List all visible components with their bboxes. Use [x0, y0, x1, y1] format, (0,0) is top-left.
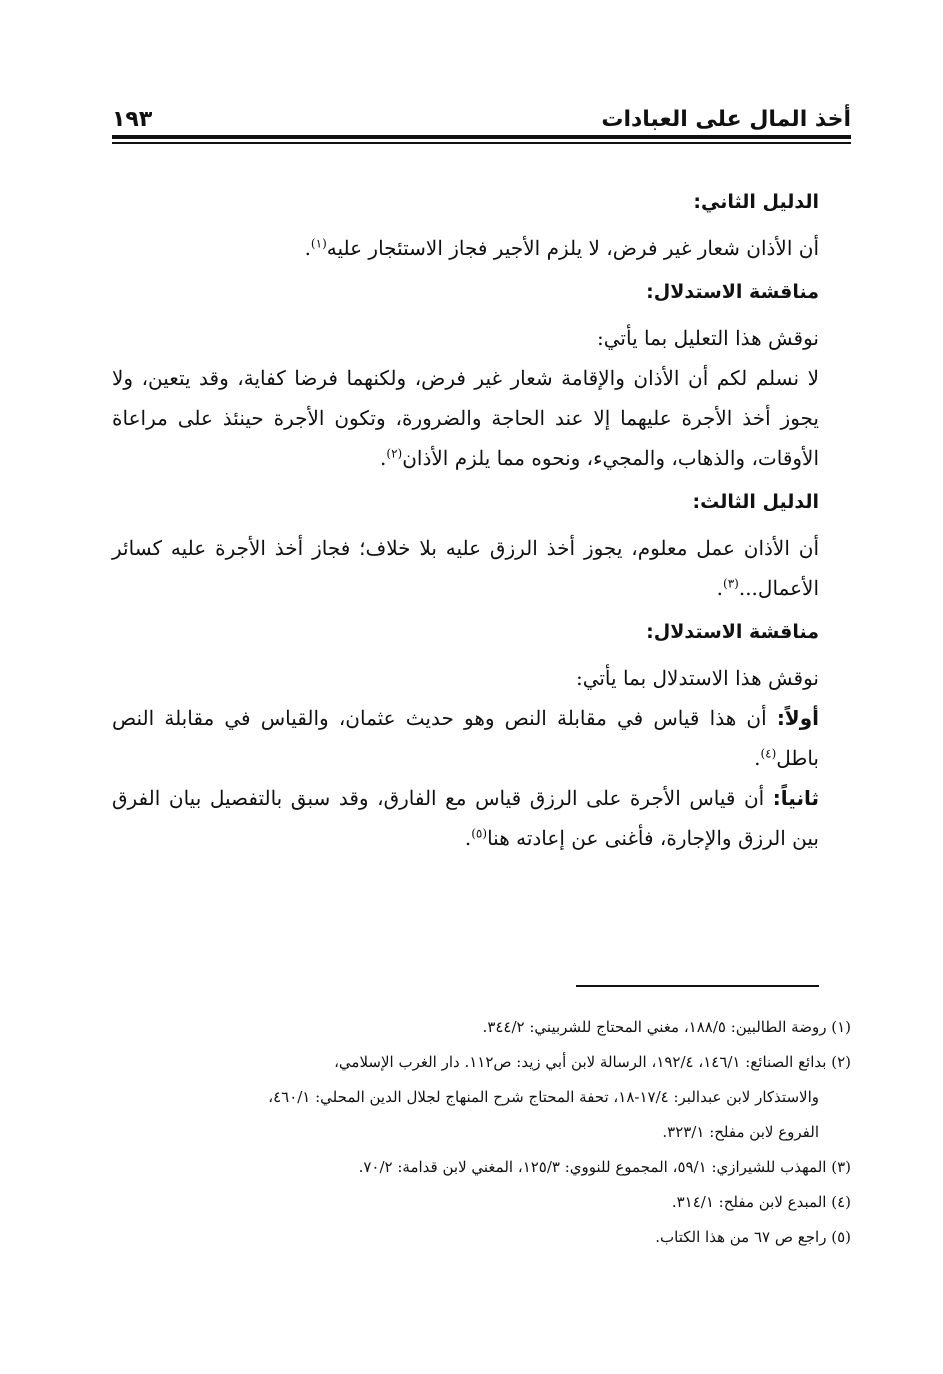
- page-number: ١٩٣: [112, 107, 153, 132]
- footnotes: [112, 1010, 851, 1255]
- footnote: (١) روضة الطالبين: ١٨٨/٥، مغني المحتاج للشربيني: ٣٤٤/٢.: [482, 1018, 851, 1036]
- main-text: [112, 178, 819, 858]
- section-heading: الدليل الثالث:: [692, 491, 819, 513]
- paragraph: نوقش هذا التعليل بما يأتي:: [597, 326, 819, 350]
- paragraph-text: أن الأذان عمل معلوم، يجوز أخذ الرزق عليه بلا خلاف؛ فجاز أخذ الأجرة عليه كسائر الأعمال...: [112, 536, 820, 600]
- section-heading: الدليل الثاني:: [693, 191, 819, 213]
- running-title: أخذ المال على العبادات: [601, 107, 851, 132]
- footnote-ref: (٢): [386, 446, 403, 461]
- paragraph: أن الأذان شعار غير فرض، لا يلزم الأجير فجاز الاستئجار عليه$^{(١)}$.: [304, 236, 819, 260]
- footnote: (٢) بدائع الصنائع: ١٤٦/١، ١٩٢/٤، الرسالة لابن أبي زيد: ص١١٢. دار الغرب الإسلامي،: [334, 1053, 851, 1071]
- paragraph-text: أن قياس الأجرة على الرزق قياس مع الفارق، وقد سبق بالتفصيل بيان الفرق بين الرزق والإجارة، فأغنى عن إعادته هنا: [112, 786, 819, 850]
- paragraph: ثانياً: أن قياس الأجرة على الرزق قياس مع الفارق، وقد سبق بالتفصيل بيان الفرق بين الرزق والإجارة، فأغنى عن إعادته هنا$^{(٥)}$.: [112, 786, 819, 850]
- paragraph-text: أن الأذان شعار غير فرض، لا يلزم الأجير فجاز الاستئجار عليه: [326, 236, 819, 260]
- section-heading: مناقشة الاستدلال:: [646, 281, 819, 303]
- footnote-ref: (١): [310, 236, 327, 251]
- paragraph: أولاً: أن هذا قياس في مقابلة النص وهو حديث عثمان، والقياس في مقابلة النص باطل$^{(٤)}$.: [112, 706, 819, 770]
- footnote: (٣) المهذب للشيرازي: ٥٩/١، المجموع للنووي: ١٢٥/٣، المغني لابن قدامة: ٧٠/٢.: [358, 1158, 851, 1176]
- footnote-ref: (٥): [471, 826, 488, 841]
- footnote-continuation: والاستذكار لابن عبدالبر: ١٧/٤-١٨، تحفة المحتاج شرح المنهاج لجلال الدين المحلي: ٤٦٠/١،: [268, 1088, 819, 1106]
- footnote: (٥) راجع ص ٦٧ من هذا الكتاب.: [655, 1228, 851, 1246]
- header-rule-thick: [112, 135, 851, 139]
- section-heading: مناقشة الاستدلال:: [646, 621, 819, 643]
- footnote-ref: (٤): [760, 746, 777, 761]
- paragraph: أن الأذان عمل معلوم، يجوز أخذ الرزق عليه بلا خلاف؛ فجاز أخذ الأجرة عليه كسائر الأعمال...$^{(٣)}$.: [112, 536, 820, 600]
- running-header: [112, 96, 851, 132]
- footnote: (٤) المبدع لابن مفلح: ٣١٤/١.: [671, 1193, 851, 1211]
- paragraph-text: أن هذا قياس في مقابلة النص وهو حديث عثمان، والقياس في مقابلة النص باطل: [112, 706, 819, 770]
- footnote-continuation: الفروع لابن مفلح: ٣٢٣/١.: [662, 1123, 819, 1141]
- list-marker: ثانياً:: [772, 786, 819, 810]
- footnote-separator: [576, 985, 819, 987]
- list-marker: أولاً:: [776, 706, 819, 730]
- paragraph-text: لا نسلم لكم أن الأذان والإقامة شعار غير فرض، ولكنهما فرضا كفاية، وقد يتعين، ولا يجوز أخذ الأجرة عليهما إلا عند الحاجة والضرورة، وتكون الأجرة حينئذ على مراعاة الأوقات، والذهاب، والمجيء، ونحوه مما يلزم الأذان: [112, 366, 819, 470]
- header-rule-thin: [112, 142, 851, 144]
- paragraph: لا نسلم لكم أن الأذان والإقامة شعار غير فرض، ولكنهما فرضا كفاية، وقد يتعين، ولا يجوز أخذ الأجرة عليهما إلا عند الحاجة والضرورة، وتكون الأجرة حينئذ على مراعاة الأوقات، والذهاب، والمجيء، ونحوه مما يلزم الأذان$^{(٢)}$.: [112, 366, 819, 470]
- paragraph: نوقش هذا الاستدلال بما يأتي:: [575, 666, 819, 690]
- footnote-ref: (٣): [723, 576, 739, 591]
